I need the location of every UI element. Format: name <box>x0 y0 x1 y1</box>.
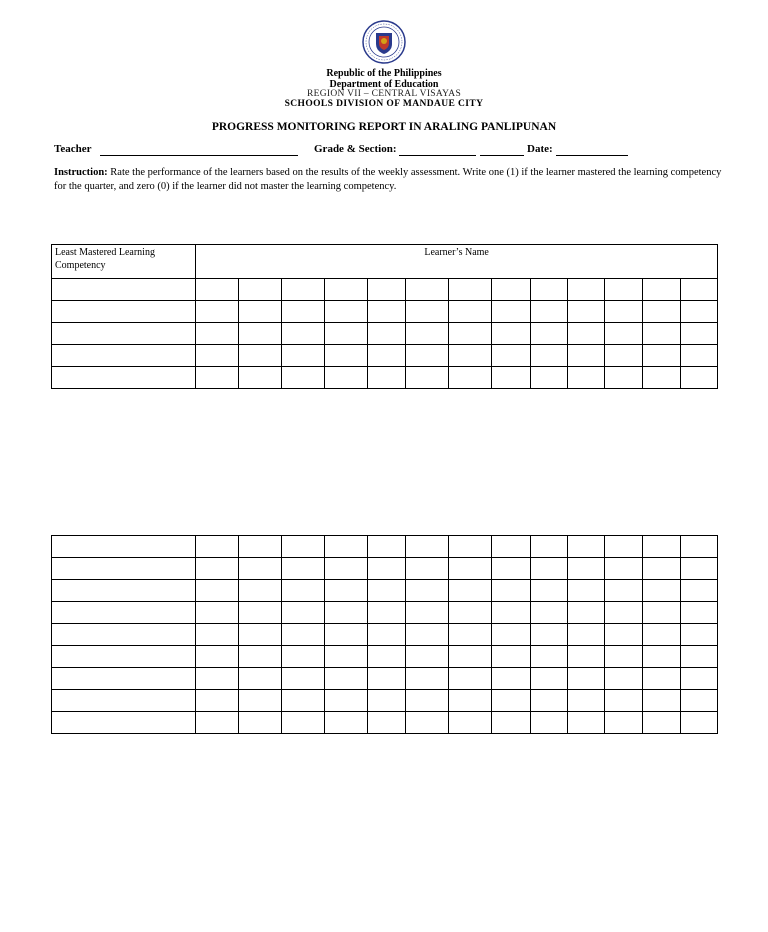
learner-score-cell[interactable] <box>530 580 567 602</box>
learner-score-cell[interactable] <box>604 712 642 734</box>
learner-score-cell[interactable] <box>368 558 405 580</box>
learner-score-cell[interactable] <box>196 690 239 712</box>
table2-body <box>52 536 718 734</box>
header-department: Department of Education <box>329 79 439 90</box>
learner-score-cell[interactable] <box>604 558 642 580</box>
learner-score-cell[interactable] <box>196 536 239 558</box>
competency-cell[interactable] <box>52 536 196 558</box>
table-row <box>52 668 718 690</box>
learner-score-cell[interactable] <box>530 646 567 668</box>
competency-cell[interactable] <box>52 367 196 389</box>
learner-score-cell[interactable] <box>196 323 239 345</box>
competency-cell[interactable] <box>52 323 196 345</box>
header-division: SCHOOLS DIVISION OF MANDAUE CITY <box>284 99 484 109</box>
learner-score-cell[interactable] <box>325 536 368 558</box>
learner-score-cell[interactable] <box>282 536 325 558</box>
learner-score-cell[interactable] <box>239 301 282 323</box>
table-row <box>52 690 718 712</box>
learner-score-cell[interactable] <box>491 602 530 624</box>
learner-score-cell[interactable] <box>368 536 405 558</box>
learner-score-cell[interactable] <box>448 602 491 624</box>
table-row <box>52 580 718 602</box>
learner-score-cell[interactable] <box>642 345 680 367</box>
learner-score-cell[interactable] <box>604 279 642 301</box>
learner-score-cell[interactable] <box>405 301 448 323</box>
learner-score-cell[interactable] <box>491 301 530 323</box>
learner-score-cell[interactable] <box>405 646 448 668</box>
learner-score-cell[interactable] <box>567 536 604 558</box>
learner-score-cell[interactable] <box>680 602 717 624</box>
learner-score-cell[interactable] <box>196 668 239 690</box>
learner-score-cell[interactable] <box>530 558 567 580</box>
instruction-label: Instruction: <box>54 167 108 178</box>
learner-score-cell[interactable] <box>642 536 680 558</box>
learner-score-cell[interactable] <box>448 624 491 646</box>
header-region: REGION VII – CENTRAL VISAYAS <box>306 89 462 99</box>
learner-score-cell[interactable] <box>530 602 567 624</box>
learner-score-cell[interactable] <box>604 624 642 646</box>
competency-cell[interactable] <box>52 712 196 734</box>
learner-score-cell[interactable] <box>405 668 448 690</box>
learner-score-cell[interactable] <box>530 690 567 712</box>
date-label: Date: <box>527 143 553 155</box>
learner-score-cell[interactable] <box>567 367 604 389</box>
learner-score-cell[interactable] <box>491 668 530 690</box>
learner-score-cell[interactable] <box>567 602 604 624</box>
learner-score-cell[interactable] <box>448 367 491 389</box>
learner-score-cell[interactable] <box>196 367 239 389</box>
learner-score-cell[interactable] <box>491 536 530 558</box>
table-row <box>52 301 718 323</box>
learner-score-cell[interactable] <box>239 646 282 668</box>
learner-score-cell[interactable] <box>680 301 717 323</box>
learner-score-cell[interactable] <box>604 536 642 558</box>
learner-score-cell[interactable] <box>368 668 405 690</box>
grade-section-label: Grade & Section: <box>314 143 397 155</box>
learner-score-cell[interactable] <box>567 580 604 602</box>
competency-column-header: Least Mastered Learning Competency <box>52 245 196 279</box>
learner-score-cell[interactable] <box>530 345 567 367</box>
learner-score-cell[interactable] <box>405 536 448 558</box>
table-row <box>52 345 718 367</box>
header-republic: Republic of the Philippines <box>326 68 442 79</box>
learner-score-cell[interactable] <box>239 690 282 712</box>
learner-score-cell[interactable] <box>239 580 282 602</box>
learner-score-cell[interactable] <box>491 367 530 389</box>
learner-score-cell[interactable] <box>405 602 448 624</box>
learner-score-cell[interactable] <box>196 646 239 668</box>
learner-score-cell[interactable] <box>196 580 239 602</box>
learner-score-cell[interactable] <box>567 345 604 367</box>
learner-score-cell[interactable] <box>368 646 405 668</box>
table-row <box>52 558 718 580</box>
learner-score-cell[interactable] <box>368 624 405 646</box>
teacher-label: Teacher <box>54 143 92 155</box>
learner-score-cell[interactable] <box>239 668 282 690</box>
learner-score-cell[interactable] <box>642 668 680 690</box>
table-row <box>52 646 718 668</box>
report-title: PROGRESS MONITORING REPORT IN ARALING PANLIPUNAN <box>211 121 557 133</box>
competency-table-1 <box>51 244 718 389</box>
learner-score-cell[interactable] <box>642 646 680 668</box>
learner-score-cell[interactable] <box>325 323 368 345</box>
learner-score-cell[interactable] <box>642 367 680 389</box>
learner-score-cell[interactable] <box>567 558 604 580</box>
competency-cell[interactable] <box>52 646 196 668</box>
learner-name-header: Learner’s Name <box>196 245 718 279</box>
table-row <box>52 367 718 389</box>
learner-score-cell[interactable] <box>604 301 642 323</box>
learner-score-cell[interactable] <box>604 646 642 668</box>
learner-score-cell[interactable] <box>239 279 282 301</box>
learner-score-cell[interactable] <box>448 301 491 323</box>
competency-cell[interactable] <box>52 624 196 646</box>
learner-score-cell[interactable] <box>567 301 604 323</box>
learner-score-cell[interactable] <box>680 624 717 646</box>
learner-score-cell[interactable] <box>448 646 491 668</box>
learner-score-cell[interactable] <box>196 558 239 580</box>
learner-score-cell[interactable] <box>604 602 642 624</box>
learner-score-cell[interactable] <box>282 602 325 624</box>
learner-score-cell[interactable] <box>282 323 325 345</box>
learner-score-cell[interactable] <box>448 668 491 690</box>
learner-score-cell[interactable] <box>368 279 405 301</box>
learner-score-cell[interactable] <box>239 345 282 367</box>
learner-score-cell[interactable] <box>196 345 239 367</box>
competency-cell[interactable] <box>52 690 196 712</box>
learner-score-cell[interactable] <box>567 279 604 301</box>
instruction-text: Rate the performance of the learners based on the results of the weekly assessment. Write one (1) if the learner mastered the learning competency for the quarter, and zero (0) if the learner did not master the learning competency. <box>54 167 722 192</box>
learner-score-cell[interactable] <box>567 624 604 646</box>
learner-score-cell[interactable] <box>405 580 448 602</box>
learner-score-cell[interactable] <box>642 602 680 624</box>
learner-score-cell[interactable] <box>196 279 239 301</box>
learner-score-cell[interactable] <box>530 279 567 301</box>
learner-score-cell[interactable] <box>642 712 680 734</box>
learner-score-cell[interactable] <box>642 624 680 646</box>
learner-score-cell[interactable] <box>196 624 239 646</box>
learner-score-cell[interactable] <box>448 712 491 734</box>
learner-score-cell[interactable] <box>642 690 680 712</box>
learner-score-cell[interactable] <box>282 558 325 580</box>
learner-score-cell[interactable] <box>368 580 405 602</box>
learner-score-cell[interactable] <box>567 690 604 712</box>
competency-table-2 <box>51 535 718 734</box>
learner-score-cell[interactable] <box>282 367 325 389</box>
learner-score-cell[interactable] <box>530 712 567 734</box>
learner-score-cell[interactable] <box>405 558 448 580</box>
learner-score-cell[interactable] <box>239 624 282 646</box>
learner-score-cell[interactable] <box>448 279 491 301</box>
learner-score-cell[interactable] <box>448 345 491 367</box>
learner-score-cell[interactable] <box>680 367 717 389</box>
learner-score-cell[interactable] <box>405 279 448 301</box>
competency-cell[interactable] <box>52 345 196 367</box>
learner-score-cell[interactable] <box>530 301 567 323</box>
learner-score-cell[interactable] <box>604 323 642 345</box>
learner-score-cell[interactable] <box>680 580 717 602</box>
learner-score-cell[interactable] <box>530 668 567 690</box>
table-row <box>52 323 718 345</box>
learner-score-cell[interactable] <box>642 323 680 345</box>
learner-score-cell[interactable] <box>282 279 325 301</box>
competency-cell[interactable] <box>52 580 196 602</box>
table-row <box>52 536 718 558</box>
learner-score-cell[interactable] <box>368 712 405 734</box>
learner-score-cell[interactable] <box>196 712 239 734</box>
learner-score-cell[interactable] <box>567 323 604 345</box>
learner-score-cell[interactable] <box>325 580 368 602</box>
learner-score-cell[interactable] <box>405 323 448 345</box>
learner-score-cell[interactable] <box>530 536 567 558</box>
grade-field-line[interactable] <box>399 155 476 156</box>
learner-score-cell[interactable] <box>530 323 567 345</box>
learner-score-cell[interactable] <box>491 323 530 345</box>
competency-cell[interactable] <box>52 558 196 580</box>
learner-score-cell[interactable] <box>368 301 405 323</box>
learner-score-cell[interactable] <box>491 624 530 646</box>
table-row <box>52 712 718 734</box>
learner-score-cell[interactable] <box>680 345 717 367</box>
learner-score-cell[interactable] <box>325 690 368 712</box>
learner-score-cell[interactable] <box>368 345 405 367</box>
learner-score-cell[interactable] <box>491 580 530 602</box>
learner-score-cell[interactable] <box>368 690 405 712</box>
learner-score-cell[interactable] <box>491 646 530 668</box>
learner-score-cell[interactable] <box>642 580 680 602</box>
learner-score-cell[interactable] <box>325 367 368 389</box>
learner-score-cell[interactable] <box>325 668 368 690</box>
learner-score-cell[interactable] <box>448 690 491 712</box>
learner-score-cell[interactable] <box>567 712 604 734</box>
learner-score-cell[interactable] <box>604 668 642 690</box>
learner-score-cell[interactable] <box>491 712 530 734</box>
learner-score-cell[interactable] <box>325 712 368 734</box>
form-fields-row <box>54 143 734 159</box>
learner-score-cell[interactable] <box>567 646 604 668</box>
learner-score-cell[interactable] <box>325 558 368 580</box>
instruction-paragraph <box>54 166 722 194</box>
learner-score-cell[interactable] <box>325 301 368 323</box>
learner-score-cell[interactable] <box>282 580 325 602</box>
learner-score-cell[interactable] <box>604 345 642 367</box>
deped-seal-logo <box>362 20 406 64</box>
learner-score-cell[interactable] <box>405 690 448 712</box>
learner-score-cell[interactable] <box>239 602 282 624</box>
learner-score-cell[interactable] <box>282 668 325 690</box>
learner-score-cell[interactable] <box>405 345 448 367</box>
table-row <box>52 602 718 624</box>
learner-score-cell[interactable] <box>680 323 717 345</box>
learner-score-cell[interactable] <box>405 712 448 734</box>
learner-score-cell[interactable] <box>239 536 282 558</box>
learner-score-cell[interactable] <box>604 367 642 389</box>
learner-score-cell[interactable] <box>491 279 530 301</box>
learner-score-cell[interactable] <box>604 690 642 712</box>
learner-score-cell[interactable] <box>491 558 530 580</box>
learner-score-cell[interactable] <box>368 367 405 389</box>
learner-score-cell[interactable] <box>448 580 491 602</box>
teacher-field-line[interactable] <box>100 155 298 156</box>
learner-score-cell[interactable] <box>282 690 325 712</box>
learner-score-cell[interactable] <box>448 323 491 345</box>
learner-score-cell[interactable] <box>491 345 530 367</box>
learner-score-cell[interactable] <box>448 536 491 558</box>
learner-score-cell[interactable] <box>368 602 405 624</box>
learner-score-cell[interactable] <box>282 624 325 646</box>
learner-score-cell[interactable] <box>239 558 282 580</box>
learner-score-cell[interactable] <box>604 580 642 602</box>
learner-score-cell[interactable] <box>325 345 368 367</box>
learner-score-cell[interactable] <box>239 323 282 345</box>
learner-score-cell[interactable] <box>448 558 491 580</box>
learner-score-cell[interactable] <box>491 690 530 712</box>
table-row <box>52 279 718 301</box>
learner-score-cell[interactable] <box>325 646 368 668</box>
learner-score-cell[interactable] <box>567 668 604 690</box>
date-field-line[interactable] <box>556 155 628 156</box>
learner-score-cell[interactable] <box>680 536 717 558</box>
learner-score-cell[interactable] <box>196 602 239 624</box>
learner-score-cell[interactable] <box>368 323 405 345</box>
competency-cell[interactable] <box>52 301 196 323</box>
learner-score-cell[interactable] <box>282 712 325 734</box>
competency-cell[interactable] <box>52 602 196 624</box>
learner-score-cell[interactable] <box>282 345 325 367</box>
learner-score-cell[interactable] <box>325 602 368 624</box>
learner-score-cell[interactable] <box>405 367 448 389</box>
learner-score-cell[interactable] <box>325 279 368 301</box>
table-row <box>52 624 718 646</box>
learner-score-cell[interactable] <box>680 712 717 734</box>
learner-score-cell[interactable] <box>196 301 239 323</box>
learner-score-cell[interactable] <box>239 712 282 734</box>
learner-score-cell[interactable] <box>282 301 325 323</box>
learner-score-cell[interactable] <box>680 558 717 580</box>
learner-score-cell[interactable] <box>642 558 680 580</box>
learner-score-cell[interactable] <box>530 624 567 646</box>
learner-score-cell[interactable] <box>325 624 368 646</box>
learner-score-cell[interactable] <box>680 646 717 668</box>
competency-cell[interactable] <box>52 279 196 301</box>
competency-cell[interactable] <box>52 668 196 690</box>
learner-score-cell[interactable] <box>680 668 717 690</box>
learner-score-cell[interactable] <box>530 367 567 389</box>
learner-score-cell[interactable] <box>680 690 717 712</box>
learner-score-cell[interactable] <box>405 624 448 646</box>
learner-score-cell[interactable] <box>282 646 325 668</box>
learner-score-cell[interactable] <box>680 279 717 301</box>
learner-score-cell[interactable] <box>642 279 680 301</box>
learner-score-cell[interactable] <box>239 367 282 389</box>
section-field-line[interactable] <box>480 155 524 156</box>
learner-score-cell[interactable] <box>642 301 680 323</box>
